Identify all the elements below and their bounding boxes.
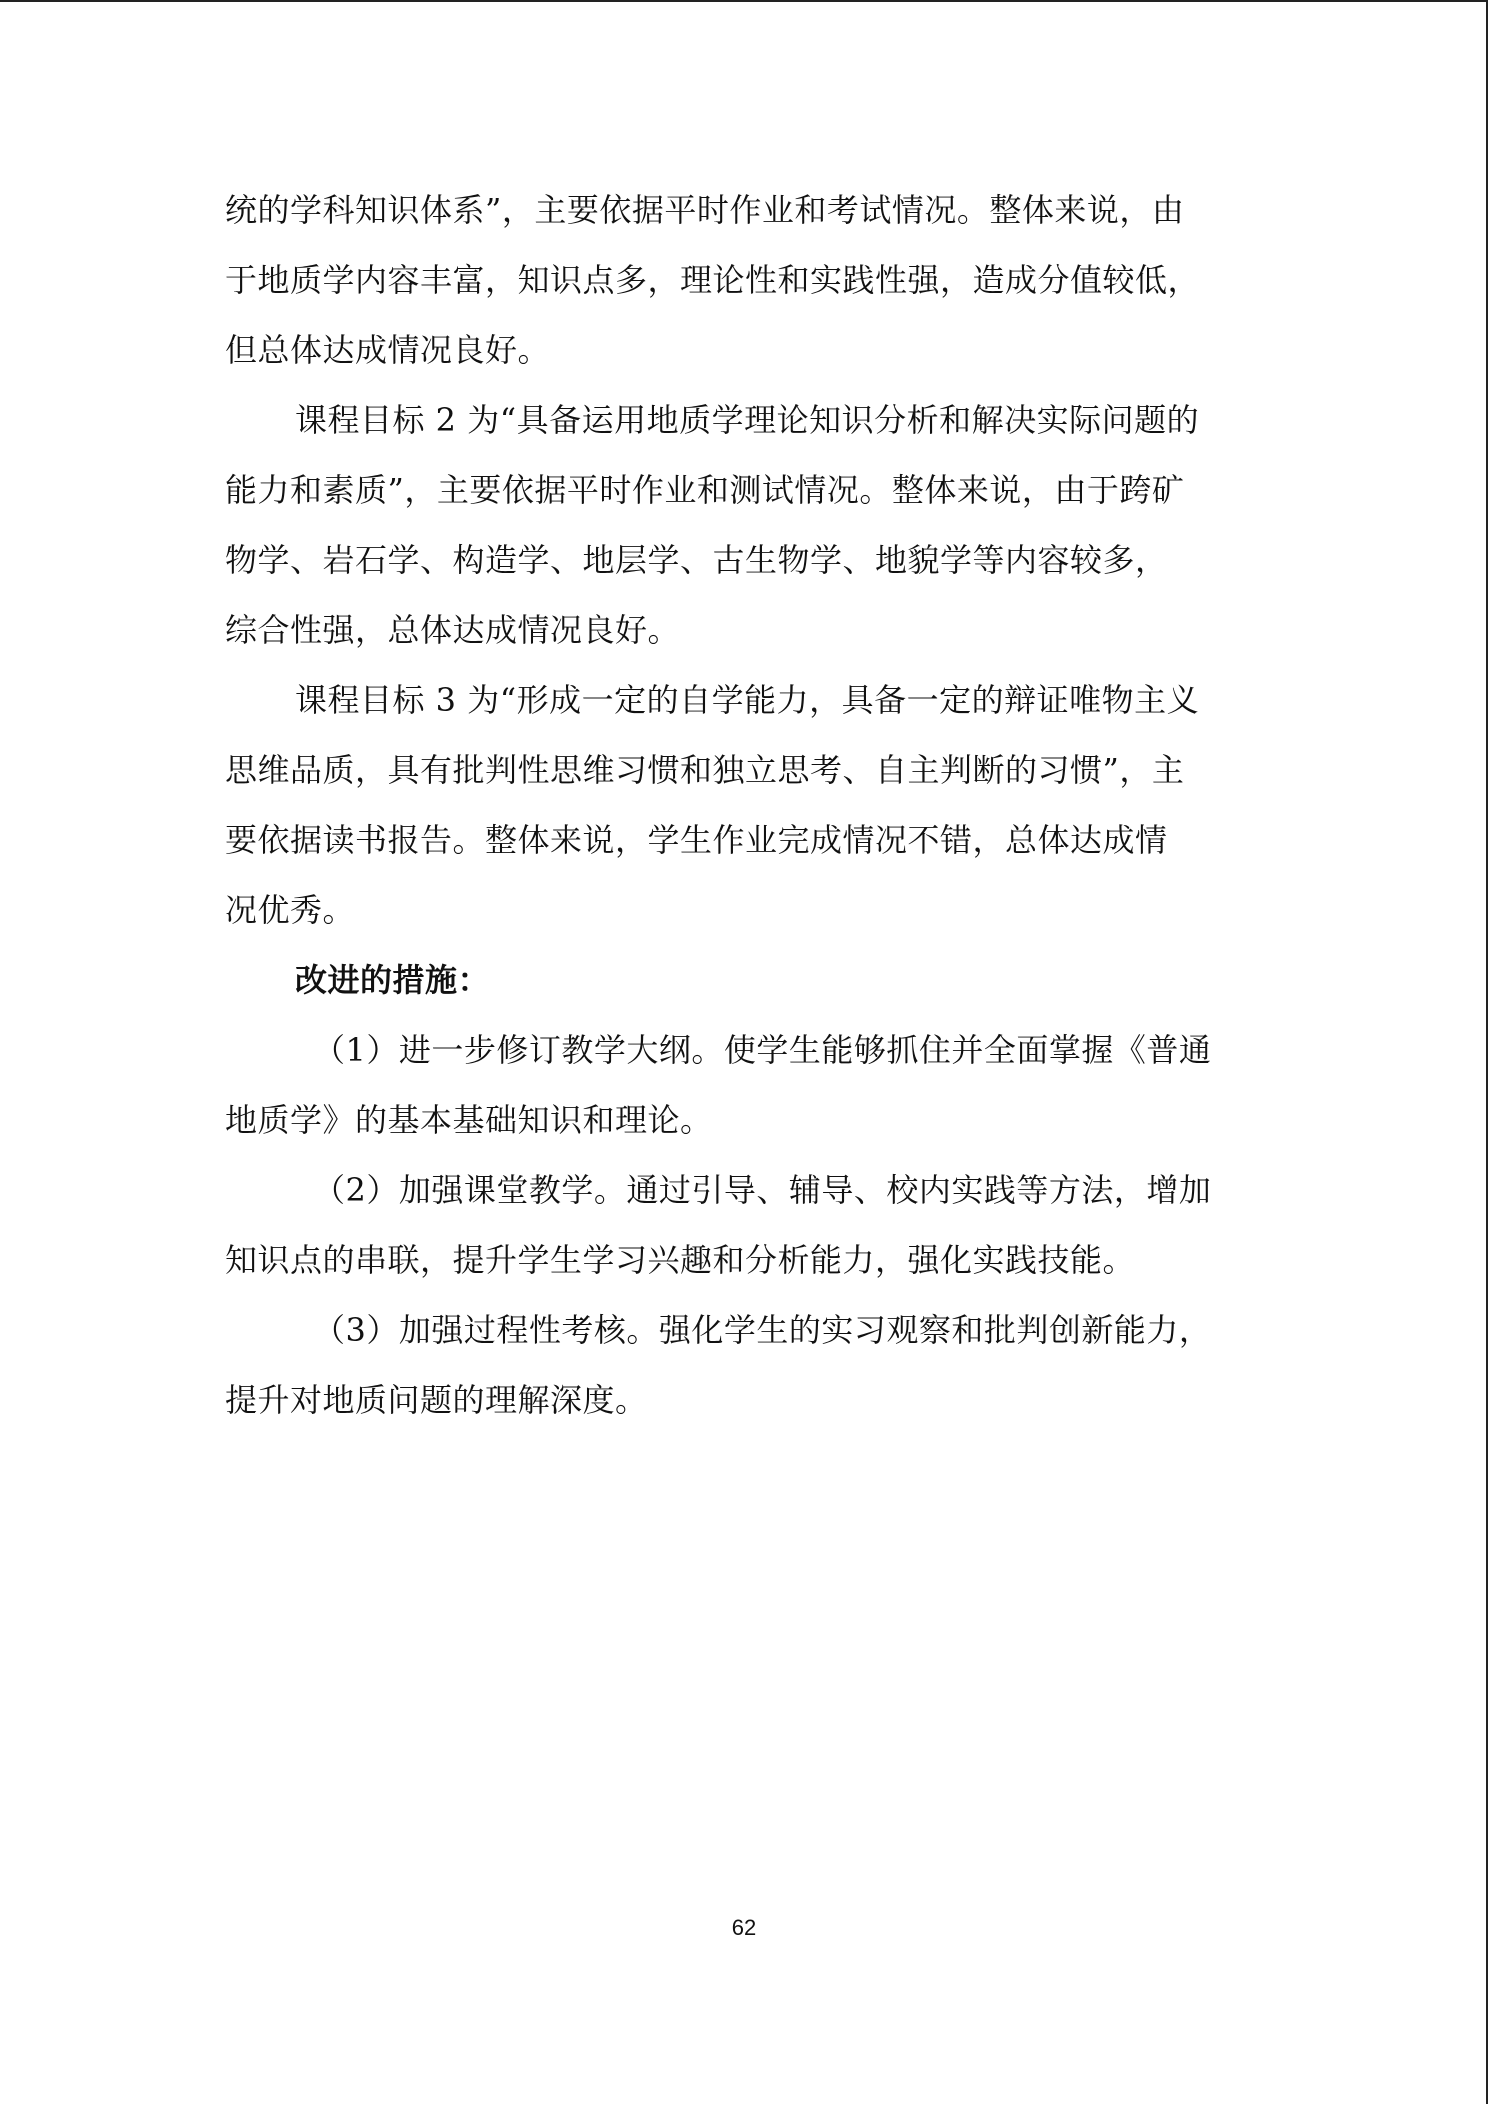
body-line: 但总体达成情况良好。	[225, 331, 551, 369]
document-body	[225, 175, 1265, 1435]
body-line: （1）进一步修订教学大纲。使学生能够抓住并全面掌握《普通	[313, 1031, 1212, 1069]
body-line: 于地质学内容丰富，知识点多，理论性和实践性强，造成分值较低，	[225, 261, 1201, 299]
body-line: 况优秀。	[225, 891, 356, 929]
body-line: 提升对地质问题的理解深度。	[225, 1381, 648, 1419]
page-number: 62	[731, 1915, 757, 1940]
body-line: 物学、岩石学、构造学、地层学、古生物学、地貌学等内容较多，	[225, 541, 1168, 579]
body-line: 能力和素质”，主要依据平时作业和测试情况。整体来说，由于跨矿	[225, 471, 1185, 509]
body-line: （3）加强过程性考核。强化学生的实习观察和批判创新能力，	[313, 1311, 1212, 1349]
body-line: 综合性强，总体达成情况良好。	[225, 611, 681, 649]
body-line: 知识点的串联，提升学生学习兴趣和分析能力，强化实践技能。	[225, 1241, 1136, 1279]
body-line: 要依据读书报告。整体来说，学生作业完成情况不错，总体达成情	[225, 821, 1168, 859]
body-line: 思维品质，具有批判性思维习惯和独立思考、自主判断的习惯”，主	[225, 751, 1185, 789]
body-line: 统的学科知识体系”，主要依据平时作业和考试情况。整体来说，由	[225, 191, 1185, 229]
body-line: 地质学》的基本基础知识和理论。	[225, 1101, 713, 1139]
body-line: 课程目标 3 为“形成一定的自学能力，具备一定的辩证唯物主义	[295, 681, 1200, 719]
body-line: （2）加强课堂教学。通过引导、辅导、校内实践等方法，增加	[313, 1171, 1212, 1209]
body-line: 课程目标 2 为“具备运用地质学理论知识分析和解决实际问题的	[295, 401, 1200, 439]
section-heading: 改进的措施：	[295, 961, 491, 999]
